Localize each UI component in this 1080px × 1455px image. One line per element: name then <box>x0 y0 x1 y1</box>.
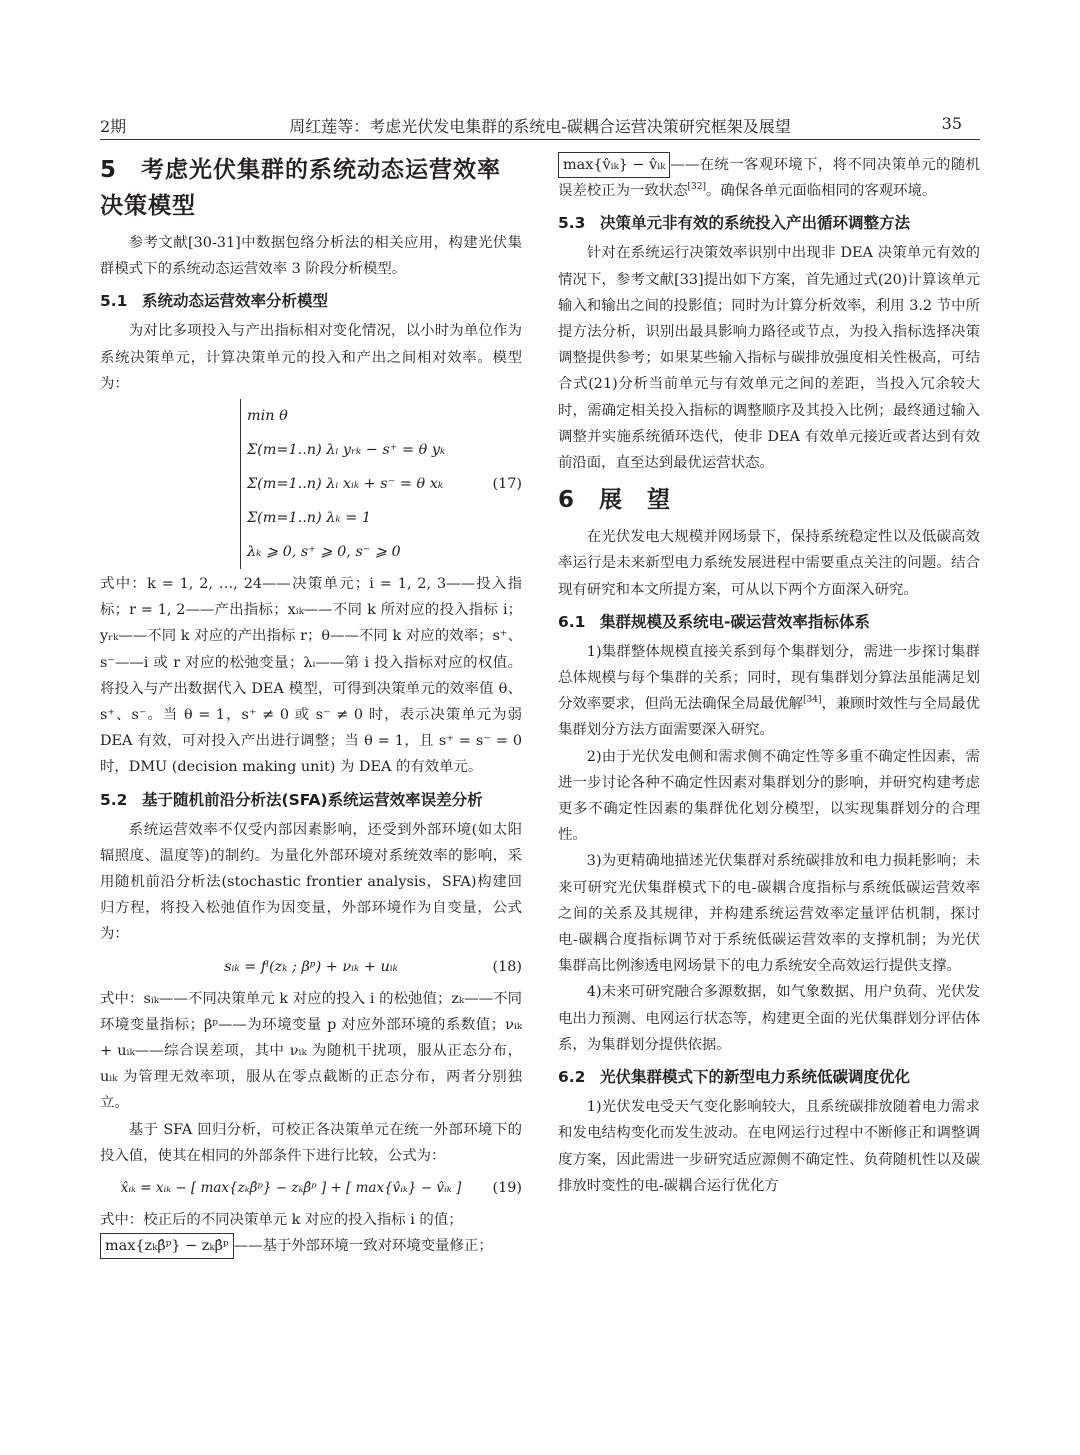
paragraph: 2)由于光伏发电侧和需求侧不确定性等多重不确定性因素，需进一步讨论各种不确定性因素对集群划分的影响，并研究构建考虑更多不确定性因素的集群优化划分模型，以实现集群划分的合理性。 <box>558 748 980 844</box>
section-number: 5.1 <box>100 292 128 311</box>
equation-number: (18) <box>492 958 522 975</box>
paragraph: 基于 SFA 回归分析，可校正各决策单元在统一外部环境下的投入值，使其在相同的外部条件下进行比较，公式为： <box>100 1121 522 1164</box>
section-5-3-heading <box>558 210 980 236</box>
section-title: 光伏集群模式下的新型电力系统低碳调度优化 <box>600 1068 911 1087</box>
equation-17 <box>100 399 522 569</box>
paragraph: 式中：校正后的不同决策单元 k 对应的投入指标 i 的值； <box>100 1212 463 1229</box>
paragraph <box>558 152 980 204</box>
section-number: 6.1 <box>558 612 586 631</box>
equation-line: Σ(m=1..n) λᵢ yᵣₖ − s⁺ = θ yₖ <box>247 442 446 459</box>
left-column <box>100 150 522 1259</box>
text: ，兼顾时效性与全局最优集群划分方法方面需要深入研究。 <box>558 696 980 739</box>
citation: [32] <box>687 182 707 193</box>
running-title: 周红莲等：考虑光伏发电集群的系统电-碳耦合运营决策研究框架及展望 <box>289 117 791 136</box>
equation-line: λₖ ⩾ 0, s⁺ ⩾ 0, s⁻ ⩾ 0 <box>247 544 401 561</box>
paragraph: 为对比多项投入与产出指标相对变化情况，以小时为单位作为系统决策单元，计算决策单元的投入和产出之间相对效率。模型为： <box>100 323 522 392</box>
section-title: 基于随机前沿分析法(SFA)系统运营效率误差分析 <box>142 790 483 809</box>
section-5-1-heading <box>100 288 522 314</box>
text: 1)集群整体规模直接关系到每个集群划分，需进一步探讨集群总体规模与每个集群的关系；同时，现有集群划分算法虽能满足划分效率要求，但尚无法确保全局最优解 <box>558 643 980 713</box>
equation-19 <box>100 1171 522 1205</box>
bracket-term: max{zₖβ̂ᵖ} − zₖβ̂ᵖ <box>100 1233 234 1259</box>
paragraph: 式中：k = 1, 2, …, 24——决策单元；i = 1, 2, 3——投入指标；r = 1, 2——产出指标；xᵢₖ——不同 k 所对应的投入指标 i；yᵣₖ——不同 k 对应的产出指标 r；θ——不同 k 对应的效率；s⁺、s⁻——i 或 r 对应的松弛变量；λᵢ——第 i 投入指标对应的权值。将投入与产出数据代入 DEA 模型，可得到决策单元的效率值 θ、s⁺、s⁻。当 θ = 1，s⁺ ≠ 0 或 s⁻ ≠ 0 时，表示决策单元为弱 DEA 有效，可对投入产出进行调整；当 θ = 1，且 s⁺ = s⁻ = 0 时，DMU (decision making unit) 为 DEA 的有效单元。 <box>100 576 522 776</box>
issue-label: 2期 <box>100 117 127 136</box>
text: 。确保各单元面临相同的客观环境。 <box>706 183 937 200</box>
section-title: 决策单元非有效的系统投入产出循环调整方法 <box>600 214 911 233</box>
equation-line: Σ(m=1..n) λₖ = 1 <box>247 510 371 527</box>
equation-system <box>240 399 522 569</box>
page-number: 35 <box>941 114 962 133</box>
section-5-intro: 参考文献[30-31]中数据包络分析法的相关应用，构建光伏集群模式下的系统动态运营效率 3 阶段分析模型。 <box>100 235 522 278</box>
equation-number: (19) <box>492 1179 522 1196</box>
equation-number: (17) <box>492 475 522 492</box>
paragraph: 3)为更精确地描述光伏集群对系统碳排放和电力损耗影响；未来可研究光伏集群模式下的电-碳耦合度指标与系统低碳运营效率之间的关系及其规律，并构建系统运营效率定量评估机制，探讨电-碳耦合度指标调节对于系统低碳运营效率的支撑机制；为光伏集群高比例渗透电网场景下的电力系统安全高效运行提供支撑。 <box>558 853 980 975</box>
citation: [34] <box>802 695 822 706</box>
paragraph: 式中：sᵢₖ——不同决策单元 k 对应的投入 i 的松弛值；zₖ——不同环境变量指标；βᵖ——为环境变量 p 对应外部环境的系数值；νᵢₖ + uᵢₖ——综合误差项，其中 νᵢₖ 为随机干扰项，服从正态分布，uᵢₖ 为管理无效率项，服从在零点截断的正态分布，两者分别独立。 <box>100 990 522 1112</box>
equation-line: min θ <box>247 408 288 425</box>
paragraph <box>100 1233 522 1259</box>
section-number: 6.2 <box>558 1068 586 1087</box>
running-header <box>100 112 980 138</box>
equation-line: Σ(m=1..n) λᵢ xᵢₖ + s⁻ = θ xₖ <box>247 476 444 493</box>
text: ——基于外部环境一致对环境变量修正； <box>233 1238 493 1255</box>
paragraph: 在光伏发电大规模并网场景下，保持系统稳定性以及低碳高效率运行是未来新型电力系统发展进程中需要重点关注的问题。结合现有研究和本文所提方案，可从以下两个方面深入研究。 <box>558 529 980 598</box>
header-rule <box>100 139 980 140</box>
equation-body: sᵢₖ = fⁱ(zₖ ; βᵖ) + νᵢₖ + uᵢₖ <box>224 958 398 975</box>
section-6-1-heading <box>558 609 980 635</box>
section-5-heading: 5 考虑光伏集群的系统动态运营效率决策模型 <box>100 157 502 219</box>
section-title: 系统动态运营效率分析模型 <box>142 292 329 311</box>
text: ——在统一客观环境下，将不同决策单元的随机误差校正为一致状态 <box>558 157 980 200</box>
paragraph: 针对在系统运行决策效率识别中出现非 DEA 决策单元有效的情况下，参考文献[33]提出如下方案，首先通过式(20)计算该单元输入和输出之间的投影值；同时为计算分析效率，利用 3.2 节中所提方法分析，识别出最具影响力路径或节点，为投入指标选择决策调整提供参考；如果某些输入指标与碳排放强度相关性极高，可结合式(21)分析当前单元与有效单元之间的差距，当投入冗余较大时，需确定相关投入指标的调整顺序及其投入比例；最终通过输入调整并实施系统循环迭代，使非 DEA 有效单元接近或者达到有效前沿面，直至达到最优运营状态。 <box>558 245 980 472</box>
right-column <box>558 150 980 1199</box>
paragraph: 4)未来可研究融合多源数据，如气象数据、用户负荷、光伏发电出力预测、电网运行状态等，构建更全面的光伏集群划分评估体系，为集群划分提供依据。 <box>558 984 980 1053</box>
section-title: 集群规模及系统电-碳运营效率指标体系 <box>600 612 870 631</box>
section-6-2-heading <box>558 1064 980 1090</box>
section-6-heading: 6 展 望 <box>558 487 672 514</box>
section-5-2-heading <box>100 787 522 813</box>
paragraph: 1)光伏发电受天气变化影响较大，且系统碳排放随着电力需求和发电结构变化而发生波动。在电网运行过程中不断修正和调整调度方案，因此需进一步研究适应源侧不确定性、负荷随机性以及碳排放时变性的电-碳耦合运行优化方 <box>558 1099 980 1194</box>
equation-body: x̂ᵢₖ = xᵢₖ − [ max{zₖβ̂ᵖ} − zₖβ̂ᵖ ] + [ max{v̂ᵢₖ} − v̂ᵢₖ ] <box>120 1180 462 1197</box>
section-number: 5.2 <box>100 790 128 809</box>
paragraph <box>558 639 980 744</box>
bracket-term: max{v̂ᵢₖ} − v̂ᵢₖ <box>558 152 670 178</box>
paragraph: 系统运营效率不仅受内部因素影响，还受到外部环境(如太阳辐照度、温度等)的制约。为量化外部环境对系统效率的影响，采用随机前沿分析法(stochastic frontier analysis，SFA)构建回归方程，将投入松弛值作为因变量，外部环境作为自变量，公式为： <box>100 821 522 943</box>
section-number: 5.3 <box>558 214 586 233</box>
equation-18 <box>100 950 522 984</box>
